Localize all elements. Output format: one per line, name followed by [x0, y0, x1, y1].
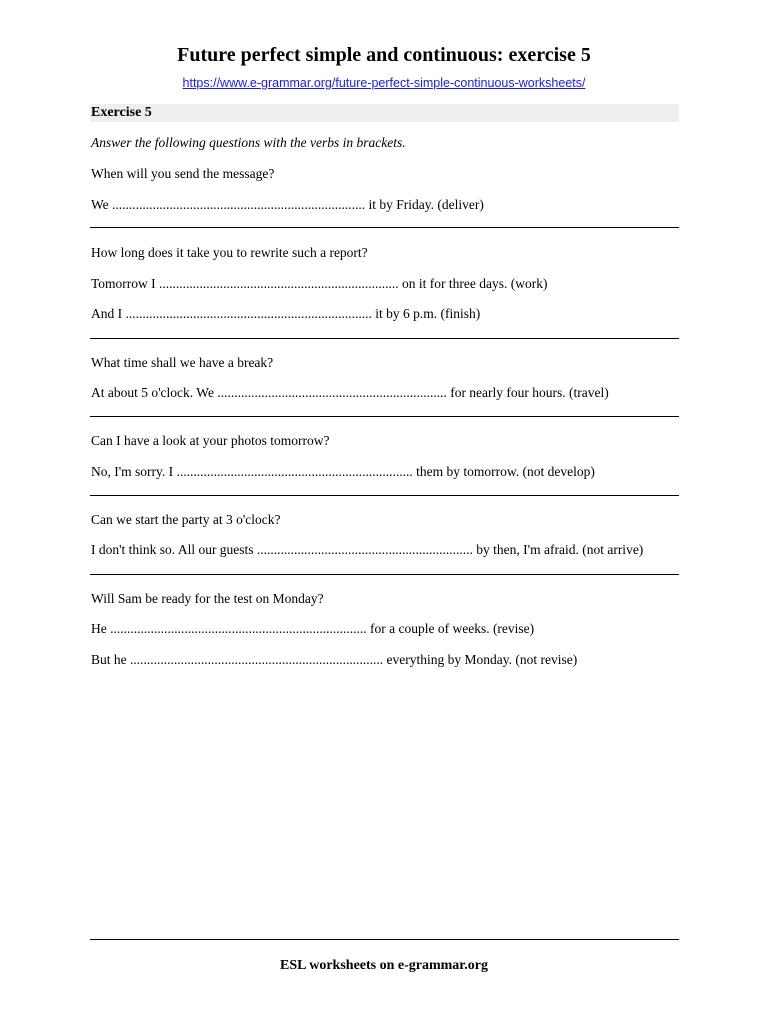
divider: [90, 574, 679, 575]
answer-6-2: But he ........................................................................... everything by Monday. (not revise): [91, 652, 578, 667]
answer-3-1: At about 5 o'clock. We .................................................................... for nearly four hours. (travel): [91, 385, 609, 400]
answer-6-1: He ............................................................................ for a couple of weeks. (revise): [91, 621, 535, 636]
question-4: Can I have a look at your photos tomorrow?: [91, 433, 330, 448]
divider: [90, 495, 679, 496]
divider: [90, 416, 679, 417]
question-3: What time shall we have a break?: [91, 355, 274, 370]
answer-1-1: We ........................................................................... it by Friday. (deliver): [91, 197, 484, 212]
footer-text: ESL worksheets on e-grammar.org: [280, 958, 488, 973]
divider: [90, 227, 679, 228]
answer-4-1: No, I'm sorry. I ...................................................................... them by tomorrow. (not develop): [91, 464, 595, 479]
page-title: Future perfect simple and continuous: exercise 5: [177, 44, 591, 66]
exercise-instruction: Answer the following questions with the verbs in brackets.: [91, 135, 406, 150]
question-6: Will Sam be ready for the test on Monday?: [91, 591, 324, 606]
source-link[interactable]: https://www.e-grammar.org/future-perfect-simple-continuous-worksheets/: [182, 76, 586, 90]
exercise-label: Exercise 5: [90, 104, 679, 122]
footer-divider: [90, 939, 679, 940]
divider: [90, 338, 679, 339]
answer-2-1: Tomorrow I ....................................................................... on it for three days. (work): [91, 276, 548, 291]
question-2: How long does it take you to rewrite such a report?: [91, 245, 368, 260]
answer-2-2: And I ......................................................................... it by 6 p.m. (finish): [91, 306, 481, 321]
question-5: Can we start the party at 3 o'clock?: [91, 512, 281, 527]
question-1: When will you send the message?: [91, 166, 275, 181]
answer-5-1: I don't think so. All our guests ................................................................ by then, I'm afraid. (not arrive): [91, 542, 644, 557]
